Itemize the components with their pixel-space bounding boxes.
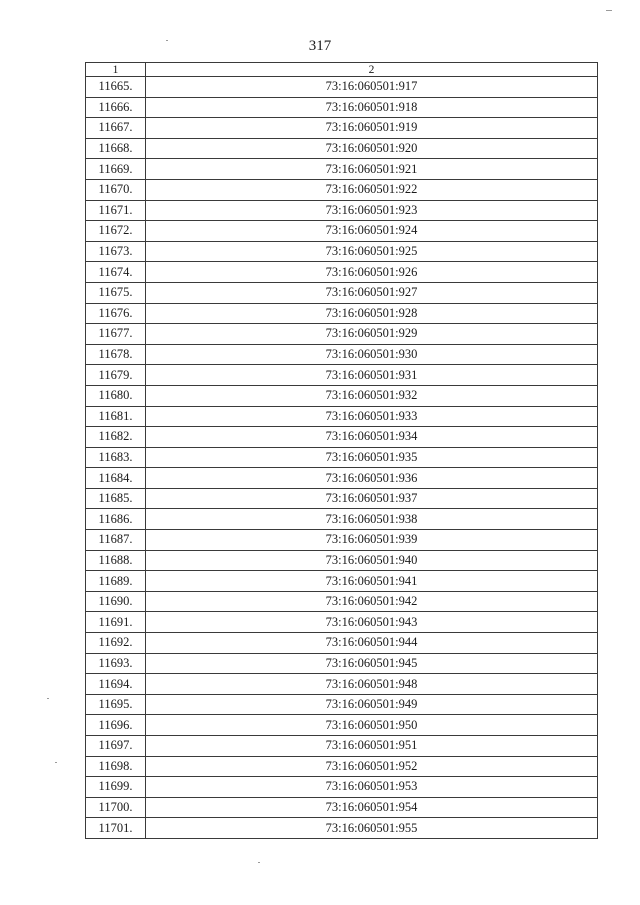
cadastral-number-cell: 73:16:060501:930 xyxy=(146,344,598,365)
cadastral-number-table xyxy=(85,62,598,839)
table-row xyxy=(86,385,598,406)
cadastral-number-cell: 73:16:060501:925 xyxy=(146,241,598,262)
row-number-cell: 11699. xyxy=(86,777,146,798)
cadastral-number-cell: 73:16:060501:950 xyxy=(146,715,598,736)
cadastral-number-cell: 73:16:060501:942 xyxy=(146,591,598,612)
cadastral-number-cell: 73:16:060501:932 xyxy=(146,385,598,406)
page-number: 317 xyxy=(308,38,332,54)
table-row xyxy=(86,447,598,468)
row-number-cell: 11665. xyxy=(86,77,146,98)
cadastral-number-cell: 73:16:060501:929 xyxy=(146,324,598,345)
table-row xyxy=(86,488,598,509)
cadastral-number-cell: 73:16:060501:935 xyxy=(146,447,598,468)
table-header-row xyxy=(86,63,598,77)
row-number-cell: 11679. xyxy=(86,365,146,386)
table-row xyxy=(86,97,598,118)
table-row xyxy=(86,694,598,715)
column-header-1: 1 xyxy=(86,63,146,77)
table-row xyxy=(86,221,598,242)
row-number-cell: 11693. xyxy=(86,653,146,674)
cadastral-number-cell: 73:16:060501:954 xyxy=(146,797,598,818)
row-number-cell: 11675. xyxy=(86,282,146,303)
row-number-cell: 11680. xyxy=(86,385,146,406)
cadastral-number-cell: 73:16:060501:943 xyxy=(146,612,598,633)
cadastral-number-cell: 73:16:060501:920 xyxy=(146,138,598,159)
table-row xyxy=(86,427,598,448)
row-number-cell: 11696. xyxy=(86,715,146,736)
scan-speck xyxy=(166,40,168,41)
row-number-cell: 11672. xyxy=(86,221,146,242)
cadastral-number-cell: 73:16:060501:924 xyxy=(146,221,598,242)
row-number-cell: 11671. xyxy=(86,200,146,221)
row-number-cell: 11673. xyxy=(86,241,146,262)
table-row xyxy=(86,77,598,98)
table-row xyxy=(86,365,598,386)
cadastral-number-cell: 73:16:060501:948 xyxy=(146,674,598,695)
cadastral-number-cell: 73:16:060501:923 xyxy=(146,200,598,221)
scan-speck xyxy=(55,762,57,763)
cadastral-number-cell: 73:16:060501:951 xyxy=(146,736,598,757)
table-row xyxy=(86,262,598,283)
row-number-cell: 11667. xyxy=(86,118,146,139)
table-row xyxy=(86,653,598,674)
cadastral-number-cell: 73:16:060501:927 xyxy=(146,282,598,303)
cadastral-number-cell: 73:16:060501:936 xyxy=(146,468,598,489)
row-number-cell: 11682. xyxy=(86,427,146,448)
cadastral-number-cell: 73:16:060501:933 xyxy=(146,406,598,427)
cadastral-number-cell: 73:16:060501:944 xyxy=(146,633,598,654)
row-number-cell: 11686. xyxy=(86,509,146,530)
table-row xyxy=(86,530,598,551)
scan-speck xyxy=(606,10,612,11)
column-header-2: 2 xyxy=(146,63,598,77)
cadastral-number-cell: 73:16:060501:934 xyxy=(146,427,598,448)
table-row xyxy=(86,633,598,654)
table-row xyxy=(86,324,598,345)
table-row xyxy=(86,159,598,180)
table-body xyxy=(86,77,598,839)
table-row xyxy=(86,612,598,633)
row-number-cell: 11698. xyxy=(86,756,146,777)
row-number-cell: 11684. xyxy=(86,468,146,489)
cadastral-number-cell: 73:16:060501:945 xyxy=(146,653,598,674)
table-row xyxy=(86,571,598,592)
table-row xyxy=(86,344,598,365)
table-row xyxy=(86,241,598,262)
row-number-cell: 11676. xyxy=(86,303,146,324)
row-number-cell: 11687. xyxy=(86,530,146,551)
row-number-cell: 11670. xyxy=(86,179,146,200)
cadastral-number-cell: 73:16:060501:926 xyxy=(146,262,598,283)
cadastral-number-cell: 73:16:060501:921 xyxy=(146,159,598,180)
table-row xyxy=(86,200,598,221)
table-row xyxy=(86,736,598,757)
cadastral-number-cell: 73:16:060501:938 xyxy=(146,509,598,530)
table-row xyxy=(86,715,598,736)
table-row xyxy=(86,118,598,139)
row-number-cell: 11690. xyxy=(86,591,146,612)
row-number-cell: 11697. xyxy=(86,736,146,757)
cadastral-number-cell: 73:16:060501:918 xyxy=(146,97,598,118)
table-row xyxy=(86,756,598,777)
cadastral-number-cell: 73:16:060501:952 xyxy=(146,756,598,777)
row-number-cell: 11678. xyxy=(86,344,146,365)
cadastral-number-cell: 73:16:060501:937 xyxy=(146,488,598,509)
table-row xyxy=(86,797,598,818)
table-row xyxy=(86,674,598,695)
cadastral-number-cell: 73:16:060501:917 xyxy=(146,77,598,98)
cadastral-number-cell: 73:16:060501:939 xyxy=(146,530,598,551)
table-row xyxy=(86,550,598,571)
row-number-cell: 11685. xyxy=(86,488,146,509)
row-number-cell: 11669. xyxy=(86,159,146,180)
row-number-cell: 11694. xyxy=(86,674,146,695)
cadastral-number-cell: 73:16:060501:949 xyxy=(146,694,598,715)
row-number-cell: 11677. xyxy=(86,324,146,345)
table-row xyxy=(86,591,598,612)
table-row xyxy=(86,509,598,530)
row-number-cell: 11691. xyxy=(86,612,146,633)
row-number-cell: 11695. xyxy=(86,694,146,715)
row-number-cell: 11701. xyxy=(86,818,146,839)
cadastral-number-cell: 73:16:060501:928 xyxy=(146,303,598,324)
table-row xyxy=(86,818,598,839)
row-number-cell: 11668. xyxy=(86,138,146,159)
cadastral-number-cell: 73:16:060501:955 xyxy=(146,818,598,839)
row-number-cell: 11683. xyxy=(86,447,146,468)
row-number-cell: 11666. xyxy=(86,97,146,118)
row-number-cell: 11692. xyxy=(86,633,146,654)
row-number-cell: 11688. xyxy=(86,550,146,571)
table-row xyxy=(86,777,598,798)
table-row xyxy=(86,303,598,324)
table-row xyxy=(86,468,598,489)
cadastral-number-cell: 73:16:060501:931 xyxy=(146,365,598,386)
table-row xyxy=(86,282,598,303)
row-number-cell: 11681. xyxy=(86,406,146,427)
cadastral-number-cell: 73:16:060501:919 xyxy=(146,118,598,139)
row-number-cell: 11700. xyxy=(86,797,146,818)
table-row xyxy=(86,406,598,427)
cadastral-number-cell: 73:16:060501:922 xyxy=(146,179,598,200)
table-row xyxy=(86,138,598,159)
scan-speck xyxy=(47,698,49,699)
table-row xyxy=(86,179,598,200)
cadastral-number-cell: 73:16:060501:941 xyxy=(146,571,598,592)
row-number-cell: 11674. xyxy=(86,262,146,283)
row-number-cell: 11689. xyxy=(86,571,146,592)
cadastral-number-cell: 73:16:060501:953 xyxy=(146,777,598,798)
cadastral-number-cell: 73:16:060501:940 xyxy=(146,550,598,571)
scan-speck xyxy=(258,862,260,863)
